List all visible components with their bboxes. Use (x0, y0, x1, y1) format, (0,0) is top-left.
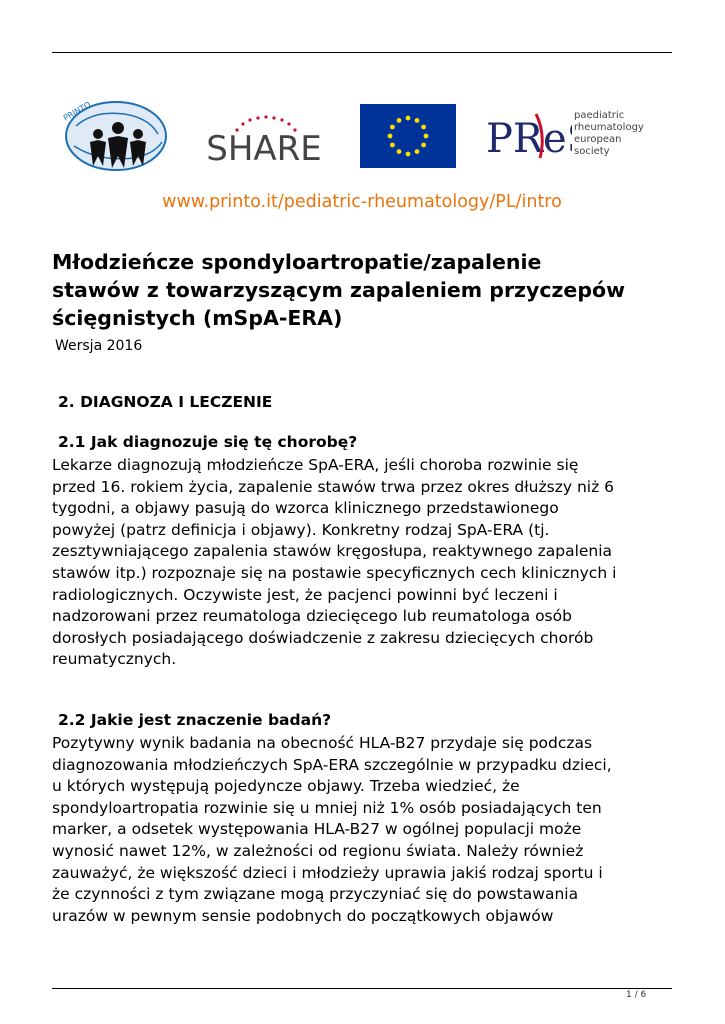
paragraph-line: że czynności z tym związane mogą przyczyniać się do powstawania (52, 885, 579, 904)
paragraph-line: Pozytywny wynik badania na obecność HLA-B27 przydaje się podczas (52, 734, 593, 752)
pres-caption-line: society (574, 146, 610, 157)
pres-logo-text: PRe (486, 116, 567, 162)
title-line: Młodzieńcze spondyloartropatie/zapalenie (52, 250, 542, 274)
paragraph-2-2 (52, 733, 682, 927)
bottom-rule (52, 988, 672, 989)
paragraph-line: u których występują pojedyncze objawy. Trzeba wiedzieć, że (52, 777, 520, 796)
paragraph-line: marker, a odsetek występowania HLA-B27 w ogólnej populacji może (52, 820, 582, 839)
paragraph-line: zesztywniającego zapalenia stawów kręgosłupa, reaktywnego zapalenia (52, 542, 613, 561)
paragraph-line: nadzorowani przez reumatologa dziecięcego lub reumatologa osób (52, 607, 572, 626)
pres-caption-line: european (574, 134, 622, 145)
section-heading: 2. DIAGNOZA I LECZENIE (58, 393, 273, 411)
paragraph-line: diagnozowania młodzieńczych SpA-ERA szczególnie w przypadku dzieci, (52, 755, 612, 774)
printo-url-link[interactable]: www.printo.it/pediatric-rheumatology/PL/intro (162, 192, 562, 212)
paragraph-line: przed 16. rokiem życia, zapalenie stawów trwa przez okres dłuższy niż 6 (52, 477, 614, 496)
paragraph-line: urazów w pewnym sensie podobnych do początkowych objawów (52, 906, 554, 925)
paragraph-line: spondyloartropatia rozwinie się u mniej niż 1% osób posiadających ten (52, 798, 602, 817)
pres-logo (484, 104, 674, 174)
top-rule (52, 52, 672, 53)
page-number: 1 / 6 (626, 990, 647, 1000)
logo-bar (52, 96, 672, 186)
title-line: stawów z towarzyszącym zapaleniem przyczepów (52, 278, 626, 302)
subsection-heading-2-2: 2.2 Jakie jest znaczenie badań? (58, 711, 332, 729)
paragraph-line: tygodni, a objawy pasują do wzorca klinicznego przedstawionego (52, 499, 559, 518)
subsection-heading-2-1: 2.1 Jak diagnozuje się tę chorobę? (58, 433, 358, 451)
version-label: Wersja 2016 (55, 338, 143, 354)
paragraph-line: dorosłych posiadającego doświadczenie z zakresu dziecięcych chorób (52, 628, 594, 647)
paragraph-line: radiologicznych. Oczywiste jest, że pacjenci powinni być leczeni i (52, 585, 558, 604)
paragraph-line: powyżej (patrz definicja i objawy). Konkretny rodzaj SpA-ERA (tj. (52, 520, 550, 539)
paragraph-line: Lekarze diagnozują młodzieńcze SpA-ERA, jeśli choroba rozwinie się (52, 456, 579, 474)
share-logo-text: SHARE (206, 129, 322, 169)
paragraph-line: zauważyć, że większość dzieci i młodzieży uprawia jakiś rodzaj sportu i (52, 863, 603, 882)
printo-logo-text: PRINTO (61, 99, 93, 123)
document-title (52, 248, 692, 332)
pres-caption-line: paediatric (574, 110, 625, 121)
printo-logo (54, 96, 172, 174)
pres-caption (574, 110, 644, 158)
pres-caption-line: rheumatology (574, 122, 644, 133)
paragraph-line: reumatycznych. (52, 650, 177, 669)
title-line: ścięgnistych (mSpA-ERA) (52, 306, 343, 330)
paragraph-line: wynosić nawet 12%, w zależności od regionu świata. Należy również (52, 841, 584, 860)
pres-logo-mark (484, 104, 572, 164)
paragraph-line: stawów itp.) rozpoznaje się na postawie specyficznych cech klinicznych i (52, 563, 617, 582)
eu-flag-logo (360, 104, 456, 168)
share-logo (192, 114, 337, 170)
paragraph-2-1 (52, 455, 682, 671)
